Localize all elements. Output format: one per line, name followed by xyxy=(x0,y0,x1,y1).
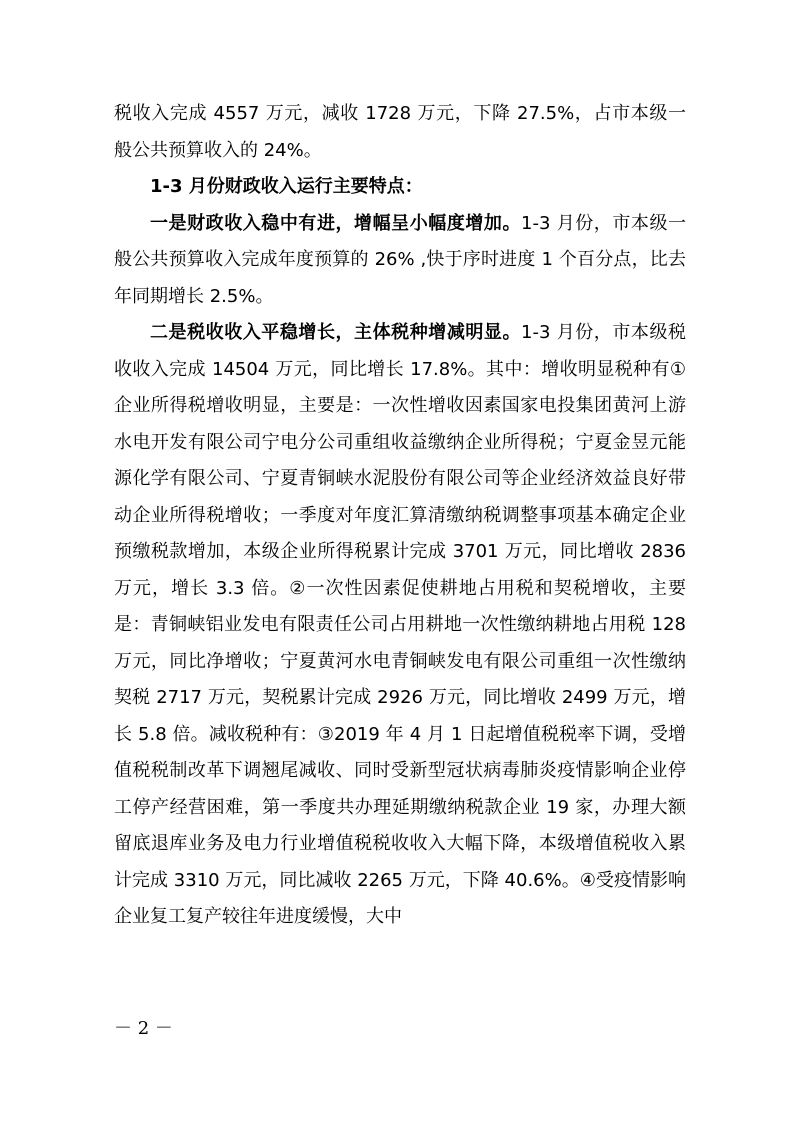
paragraph-point-one xyxy=(114,206,686,316)
paragraph-tax-summary: 税收入完成 4557 万元，减收 1728 万元，下降 27.5%，占市本级一般公共预算收入的 24%。 xyxy=(114,103,686,161)
section-heading: 1-3 月份财政收入运行主要特点： xyxy=(150,176,423,197)
document-body xyxy=(114,96,686,936)
paragraph-point-two xyxy=(114,315,686,936)
point-one-title: 一是财政收入稳中有进，增幅呈小幅度增加。 xyxy=(150,212,522,234)
page-number: － 2 － xyxy=(114,1018,173,1039)
point-two-text: 1-3 月份，市本级税收收入完成 14504 万元，同比增长 17.8%。其中：增收明显税种有①企业所得税增收明显，主要是：一次性增收因素国家电投集团黄河上游水电开发有限公司宁电分公司重组收益缴纳企业所得税；宁夏金昱元能源化学有限公司、宁夏青铜峡水泥股份有限公司等企业经济效益良好带动企业所得税增收；一季度对年度汇算清缴纳税调整事项基本确定企业预缴税款增加，本级企业所得税累计完成 3701 万元，同比增收 2836 万元，增长 3.3 倍。②一次性因素促使耕地占用税和契税增收，主要是：青铜峡铝业发电有限责任公司占用耕地一次性缴纳耕地占用税 128 万元，同比净增收；宁夏黄河水电青铜峡发电有限公司重组一次性缴纳契税 2717 万元，契税累计完成 2926 万元，同比增收 2499 万元，增长 5.8 倍。减收税种有：③2019 年 4 月 1 日起增值税税率下调，受增值税税制改革下调翘尾减收、同时受新型冠状病毒肺炎疫情影响企业停工停产经营困难，第一季度共办理延期缴纳税款企业 19 家，办理大额留底退库业务及电力行业增值税税收收入大幅下降，本级增值税收入累计完成 3310 万元，同比减收 2265 万元，下降 40.6%。④受疫情影响企业复工复产较往年进度缓慢，大中 xyxy=(114,322,687,927)
point-two-title: 二是税收收入平稳增长，主体税种增减明显。 xyxy=(150,322,522,343)
point-one-text: 1-3 月份，市本级一般公共预算收入完成年度预算的 26% ,快于序时进度 1 个百分点，比去年同期增长 2.5%。 xyxy=(114,212,687,307)
